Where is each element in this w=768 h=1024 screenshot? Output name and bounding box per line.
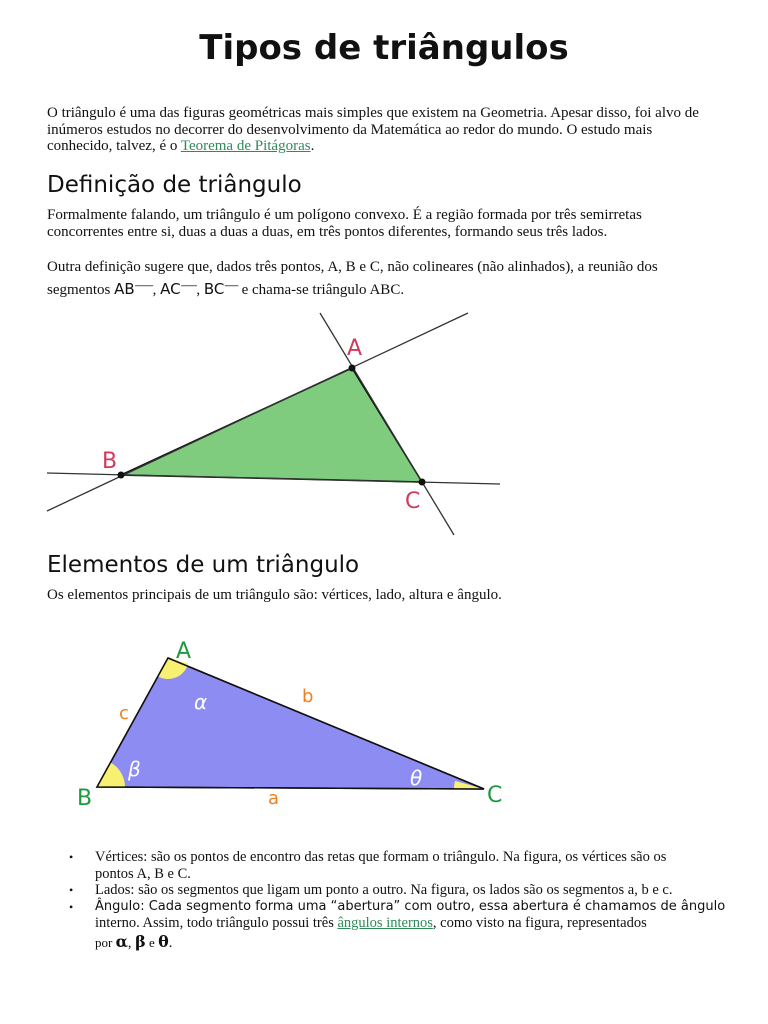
segment-bc <box>204 280 238 298</box>
segment-ab <box>114 280 153 298</box>
elements-intro: Os elementos principais de um triângulo são: vértices, lado, altura e ângulo. <box>47 587 502 603</box>
alpha-symbol: α <box>115 931 128 951</box>
angle-alpha-label: α <box>194 690 208 714</box>
definition-p2-line-1: Outra definição sugere que, dados três pontos, A, B e C, não colineares (não alinhados), a reunião dos <box>47 259 658 275</box>
triangle-abc-figure <box>0 305 768 540</box>
angulos-internos-link[interactable]: ângulos internos <box>337 915 433 931</box>
page-title: Tipos de triângulos <box>199 28 569 68</box>
vertex-a: A <box>176 639 192 664</box>
triangle-elements-fill <box>97 658 484 789</box>
triangle-abc-fill <box>121 368 422 482</box>
segment-ac <box>160 280 196 298</box>
definition-p2-prefix: segmentos <box>47 281 115 298</box>
list-item-3-line-2-suffix: , como visto na figura, representados <box>432 915 647 931</box>
list-item-2-text: • Lados: são os segmentos que ligam um ponto a outro. Na figura, os lados são os segmentos a, b e c. <box>95 882 673 898</box>
separator: , <box>152 281 161 298</box>
intro-paragraph <box>47 105 727 155</box>
period: . <box>168 934 173 951</box>
list-item-3-line-2 <box>95 915 768 932</box>
definition-p2-suffix: e chama-se triângulo ABC. <box>237 281 405 298</box>
point-b <box>118 472 125 479</box>
triangle-elements-figure <box>0 630 768 815</box>
list-item-3-line-2-prefix: interno. Assim, todo triângulo possui três <box>95 915 338 931</box>
list-item-1-line-2: pontos A, B e C. <box>95 865 191 882</box>
separator: , <box>196 281 204 298</box>
beta-symbol: β <box>135 931 146 951</box>
segment-bc-bar: ------ <box>224 280 238 291</box>
list-item-3-line-3-prefix: por <box>95 934 116 950</box>
angle-theta-label: θ <box>410 766 423 790</box>
label-a: A <box>347 336 363 361</box>
elements-list <box>47 849 768 951</box>
list-item-angle <box>95 899 768 952</box>
list-item-sides <box>95 882 768 899</box>
comma: , <box>127 934 136 951</box>
intro-line-2: inúmeros estudos no decorrer do desenvolvimento da Matemática ao redor do mundo. O estudo mais <box>47 121 653 138</box>
intro-line-1: O triângulo é uma das figuras geométricas mais simples que existem na Geometria. Apesar disso, foi alvo de <box>47 105 699 121</box>
segment-ab-label: AB <box>114 279 135 298</box>
label-b: B <box>102 449 118 474</box>
intro-line-3 <box>47 138 727 155</box>
point-a <box>349 365 356 372</box>
definition-heading: Definição de triângulo <box>47 172 302 198</box>
vertex-b: B <box>77 786 93 811</box>
segment-ab-bar: -------- <box>134 280 153 291</box>
list-item-3-line-1: • Ângulo: Cada segmento forma uma “abertura” com outro, essa abertura é chamamos de ângulo <box>95 898 726 914</box>
segment-ac-label: AC <box>160 279 181 298</box>
list-item-1-line-1: • Vértices: são os pontos de encontro das retas que formam o triângulo. Na figura, os vértices são os <box>95 849 667 865</box>
vertex-c: C <box>487 783 503 808</box>
angle-beta-label: β <box>128 757 141 781</box>
side-b-label: b <box>302 686 314 707</box>
intro-line-3-suffix: . <box>310 138 315 154</box>
and-text: e <box>145 934 159 950</box>
definition-p2-line-2 <box>47 278 727 299</box>
definition-p1-line-2: concorrentes entre si, duas a duas a duas, em três pontos diferentes, formando seus três lados. <box>47 223 608 240</box>
elements-heading: Elementos de um triângulo <box>47 552 360 578</box>
side-a-label: a <box>268 788 280 809</box>
pitagoras-link[interactable]: Teorema de Pitágoras <box>180 138 311 154</box>
intro-line-3-prefix: conhecido, talvez, é o <box>47 138 181 154</box>
definition-paragraph-1 <box>47 207 727 240</box>
definition-paragraph-2 <box>47 259 727 298</box>
segment-bc-label: BC <box>203 279 225 298</box>
definition-p1-line-1: Formalmente falando, um triângulo é um polígono convexo. É a região formada por três semirretas <box>47 207 642 223</box>
side-c-label: c <box>119 703 129 724</box>
point-c <box>419 479 426 486</box>
list-item-3-line-3 <box>95 931 768 952</box>
theta-symbol: θ <box>158 931 169 951</box>
segment-ac-bar: ------- <box>180 280 197 291</box>
list-item-vertices <box>95 849 768 882</box>
label-c: C <box>405 489 421 514</box>
